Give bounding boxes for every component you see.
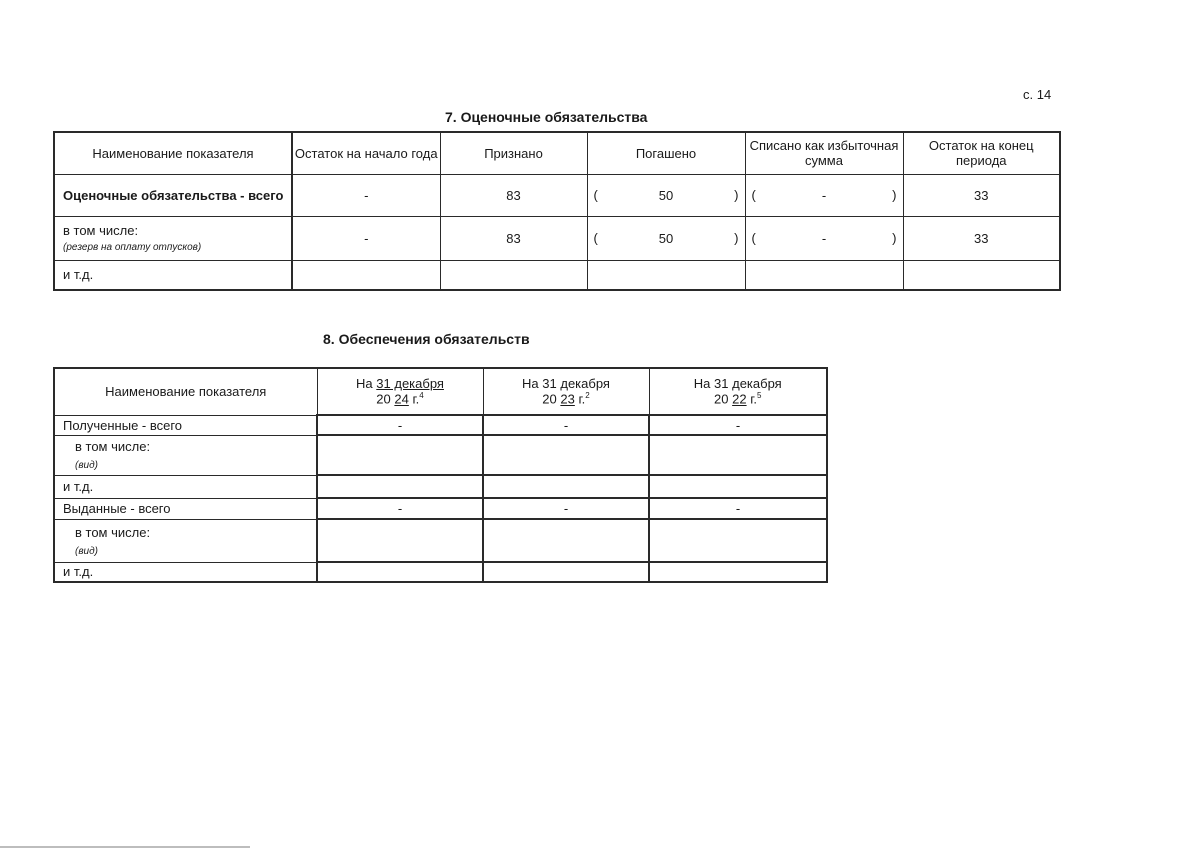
date-prefix: На <box>522 376 539 392</box>
header-repaid: Погашено <box>587 132 745 174</box>
header-date-1 <box>317 368 483 415</box>
table-header-row <box>54 368 827 415</box>
table-row <box>54 216 1060 260</box>
date-prefix: На <box>693 376 711 392</box>
date-day-month: 31 декабря <box>542 376 610 392</box>
year-century: 20 <box>376 391 391 407</box>
table-row <box>54 415 827 435</box>
header-written-off: Списано как избыточная сумма <box>745 132 903 174</box>
cell-start-balance: - <box>292 174 440 216</box>
row-name: и т.д. <box>54 475 317 498</box>
cell-recognized: 83 <box>440 216 587 260</box>
open-paren: ( <box>593 230 598 246</box>
empty-cell <box>649 435 827 475</box>
open-paren: ( <box>593 187 598 203</box>
cell-value: - <box>649 498 827 519</box>
cell-value: - <box>483 498 649 519</box>
close-paren: ) <box>892 187 897 203</box>
cell-value: - <box>317 498 483 519</box>
repaid-value: 50 <box>658 187 674 203</box>
date-line <box>484 376 649 391</box>
cell-value: - <box>317 415 483 435</box>
row-note: (вид) <box>75 545 98 557</box>
empty-cell <box>483 519 649 562</box>
header-indicator-name: Наименование показателя <box>54 368 317 415</box>
header-date-3 <box>649 368 827 415</box>
close-paren: ) <box>892 230 897 246</box>
date-day-month: 31 декабря <box>376 376 444 392</box>
row-name: в том числе: <box>75 524 151 540</box>
close-paren: ) <box>734 230 739 246</box>
written-off-value: - <box>821 187 827 203</box>
header-date-2 <box>483 368 649 415</box>
open-paren: ( <box>751 187 756 203</box>
row-name: и т.д. <box>54 260 292 290</box>
empty-cell <box>745 260 903 290</box>
year-line <box>484 391 649 406</box>
empty-cell <box>903 260 1060 290</box>
row-name: в том числе: <box>75 439 151 454</box>
written-off-value: - <box>821 230 827 246</box>
empty-cell <box>317 519 483 562</box>
row-name: Полученные - всего <box>54 415 317 435</box>
row-note: (резерв на оплату отпусков) <box>63 242 202 253</box>
section-8-title: 8. Обеспечения обязательств <box>323 331 530 347</box>
row-name-cell <box>54 216 292 260</box>
row-name-cell <box>54 435 317 475</box>
table-row <box>54 475 827 498</box>
section-7-title: 7. Оценочные обязательства <box>445 109 648 125</box>
table-row <box>54 260 1060 290</box>
year-suffix: г. <box>412 391 420 407</box>
cell-value: - <box>483 415 649 435</box>
cell-recognized: 83 <box>440 174 587 216</box>
close-paren: ) <box>734 187 739 203</box>
year-value: 22 <box>732 391 747 407</box>
header-start-balance: Остаток на начало года <box>292 132 440 174</box>
row-note: (вид) <box>75 460 98 471</box>
year-line <box>318 391 483 406</box>
table-row <box>54 435 827 475</box>
cell-end-balance: 33 <box>903 216 1060 260</box>
year-suffix: г. <box>578 391 586 407</box>
empty-cell <box>649 519 827 562</box>
year-line <box>650 391 827 406</box>
year-century: 20 <box>714 391 729 407</box>
row-name: и т.д. <box>54 562 317 582</box>
empty-cell <box>440 260 587 290</box>
row-name: в том числе: <box>63 223 139 238</box>
row-name: Оценочные обязательства - всего <box>54 174 292 216</box>
empty-cell <box>317 435 483 475</box>
empty-cell <box>292 260 440 290</box>
cell-repaid <box>587 174 745 216</box>
cell-end-balance: 33 <box>903 174 1060 216</box>
empty-cell <box>483 475 649 498</box>
table-header-row <box>54 132 1060 174</box>
footnote-ref: 4 <box>419 391 424 401</box>
cell-start-balance: - <box>292 216 440 260</box>
cell-repaid <box>587 216 745 260</box>
empty-cell <box>649 562 827 582</box>
empty-cell <box>317 562 483 582</box>
footnote-ref: 5 <box>757 391 762 401</box>
date-prefix: На <box>356 376 373 392</box>
header-indicator-name: Наименование показателя <box>54 132 292 174</box>
cell-written-off <box>745 216 903 260</box>
empty-cell <box>649 475 827 498</box>
empty-cell <box>483 562 649 582</box>
cell-written-off <box>745 174 903 216</box>
year-value: 24 <box>394 391 409 407</box>
table-row <box>54 174 1060 216</box>
scan-edge-line <box>0 846 250 848</box>
year-century: 20 <box>542 391 557 407</box>
header-recognized: Признано <box>440 132 587 174</box>
page-number: с. 14 <box>1023 87 1052 102</box>
footnote-ref: 2 <box>585 391 590 401</box>
date-line <box>650 376 827 391</box>
header-end-balance: Остаток на конец периода <box>903 132 1060 174</box>
security-obligations-table <box>53 367 828 583</box>
table-row <box>54 562 827 582</box>
date-line <box>318 376 483 391</box>
empty-cell <box>587 260 745 290</box>
table-row <box>54 498 827 519</box>
row-name: Выданные - всего <box>54 498 317 519</box>
year-suffix: г. <box>750 391 757 407</box>
repaid-value: 50 <box>658 230 674 246</box>
cell-value: - <box>649 415 827 435</box>
empty-cell <box>483 435 649 475</box>
year-value: 23 <box>560 391 575 407</box>
estimated-liabilities-table <box>53 131 1061 291</box>
open-paren: ( <box>751 230 756 246</box>
empty-cell <box>317 475 483 498</box>
table-row <box>54 519 827 562</box>
date-day-month: 31 декабря <box>714 376 782 392</box>
row-name-cell <box>54 519 317 562</box>
